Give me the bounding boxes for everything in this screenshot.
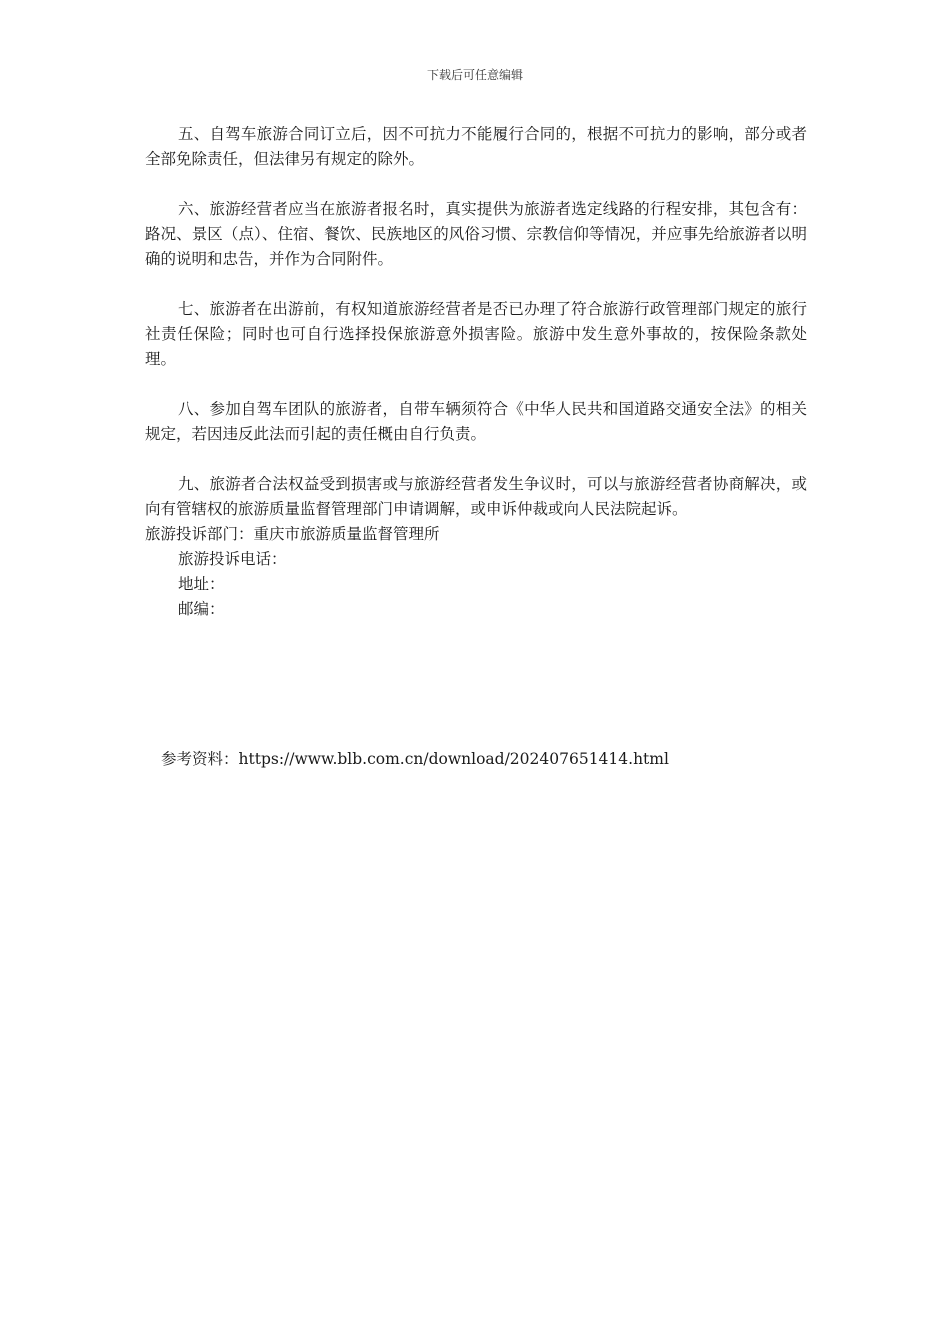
complaint-phone: 旅游投诉电话： bbox=[178, 550, 287, 568]
complaint-address: 地址： bbox=[178, 575, 225, 593]
complaint-department: 旅游投诉部门：重庆市旅游质量监督管理所 bbox=[145, 525, 440, 543]
reference-link: 参考资料：https://www.blb.com.cn/download/202407651414.html bbox=[161, 750, 669, 768]
complaint-postcode: 邮编： bbox=[178, 600, 225, 618]
clause-9: 九、旅游者合法权益受到损害或与旅游经营者发生争议时，可以与旅游经营者协商解决，或向有管辖权的旅游质量监督管理部门申请调解，或申诉仲裁或向人民法院起诉。 bbox=[145, 475, 807, 518]
page-header: 下载后可任意编辑 bbox=[426, 68, 523, 82]
contract-body bbox=[145, 122, 807, 622]
clause-8: 八、参加自驾车团队的旅游者，自带车辆须符合《中华人民共和国道路交通安全法》的相关规定，若因违反此法而引起的责任概由自行负责。 bbox=[145, 400, 807, 443]
clause-5: 五、自驾车旅游合同订立后，因不可抗力不能履行合同的，根据不可抗力的影响，部分或者全部免除责任，但法律另有规定的除外。 bbox=[145, 125, 807, 168]
clause-6: 六、旅游经营者应当在旅游者报名时，真实提供为旅游者选定线路的行程安排，其包含有：路况、景区（点）、住宿、餐饮、民族地区的风俗习惯、宗教信仰等情况，并应事先给旅游者以明确的说明和忠告，并作为合同附件。 bbox=[145, 200, 807, 268]
clause-7: 七、旅游者在出游前，有权知道旅游经营者是否已办理了符合旅游行政管理部门规定的旅行社责任保险；同时也可自行选择投保旅游意外损害险。旅游中发生意外事故的，按保险条款处理。 bbox=[145, 300, 807, 368]
